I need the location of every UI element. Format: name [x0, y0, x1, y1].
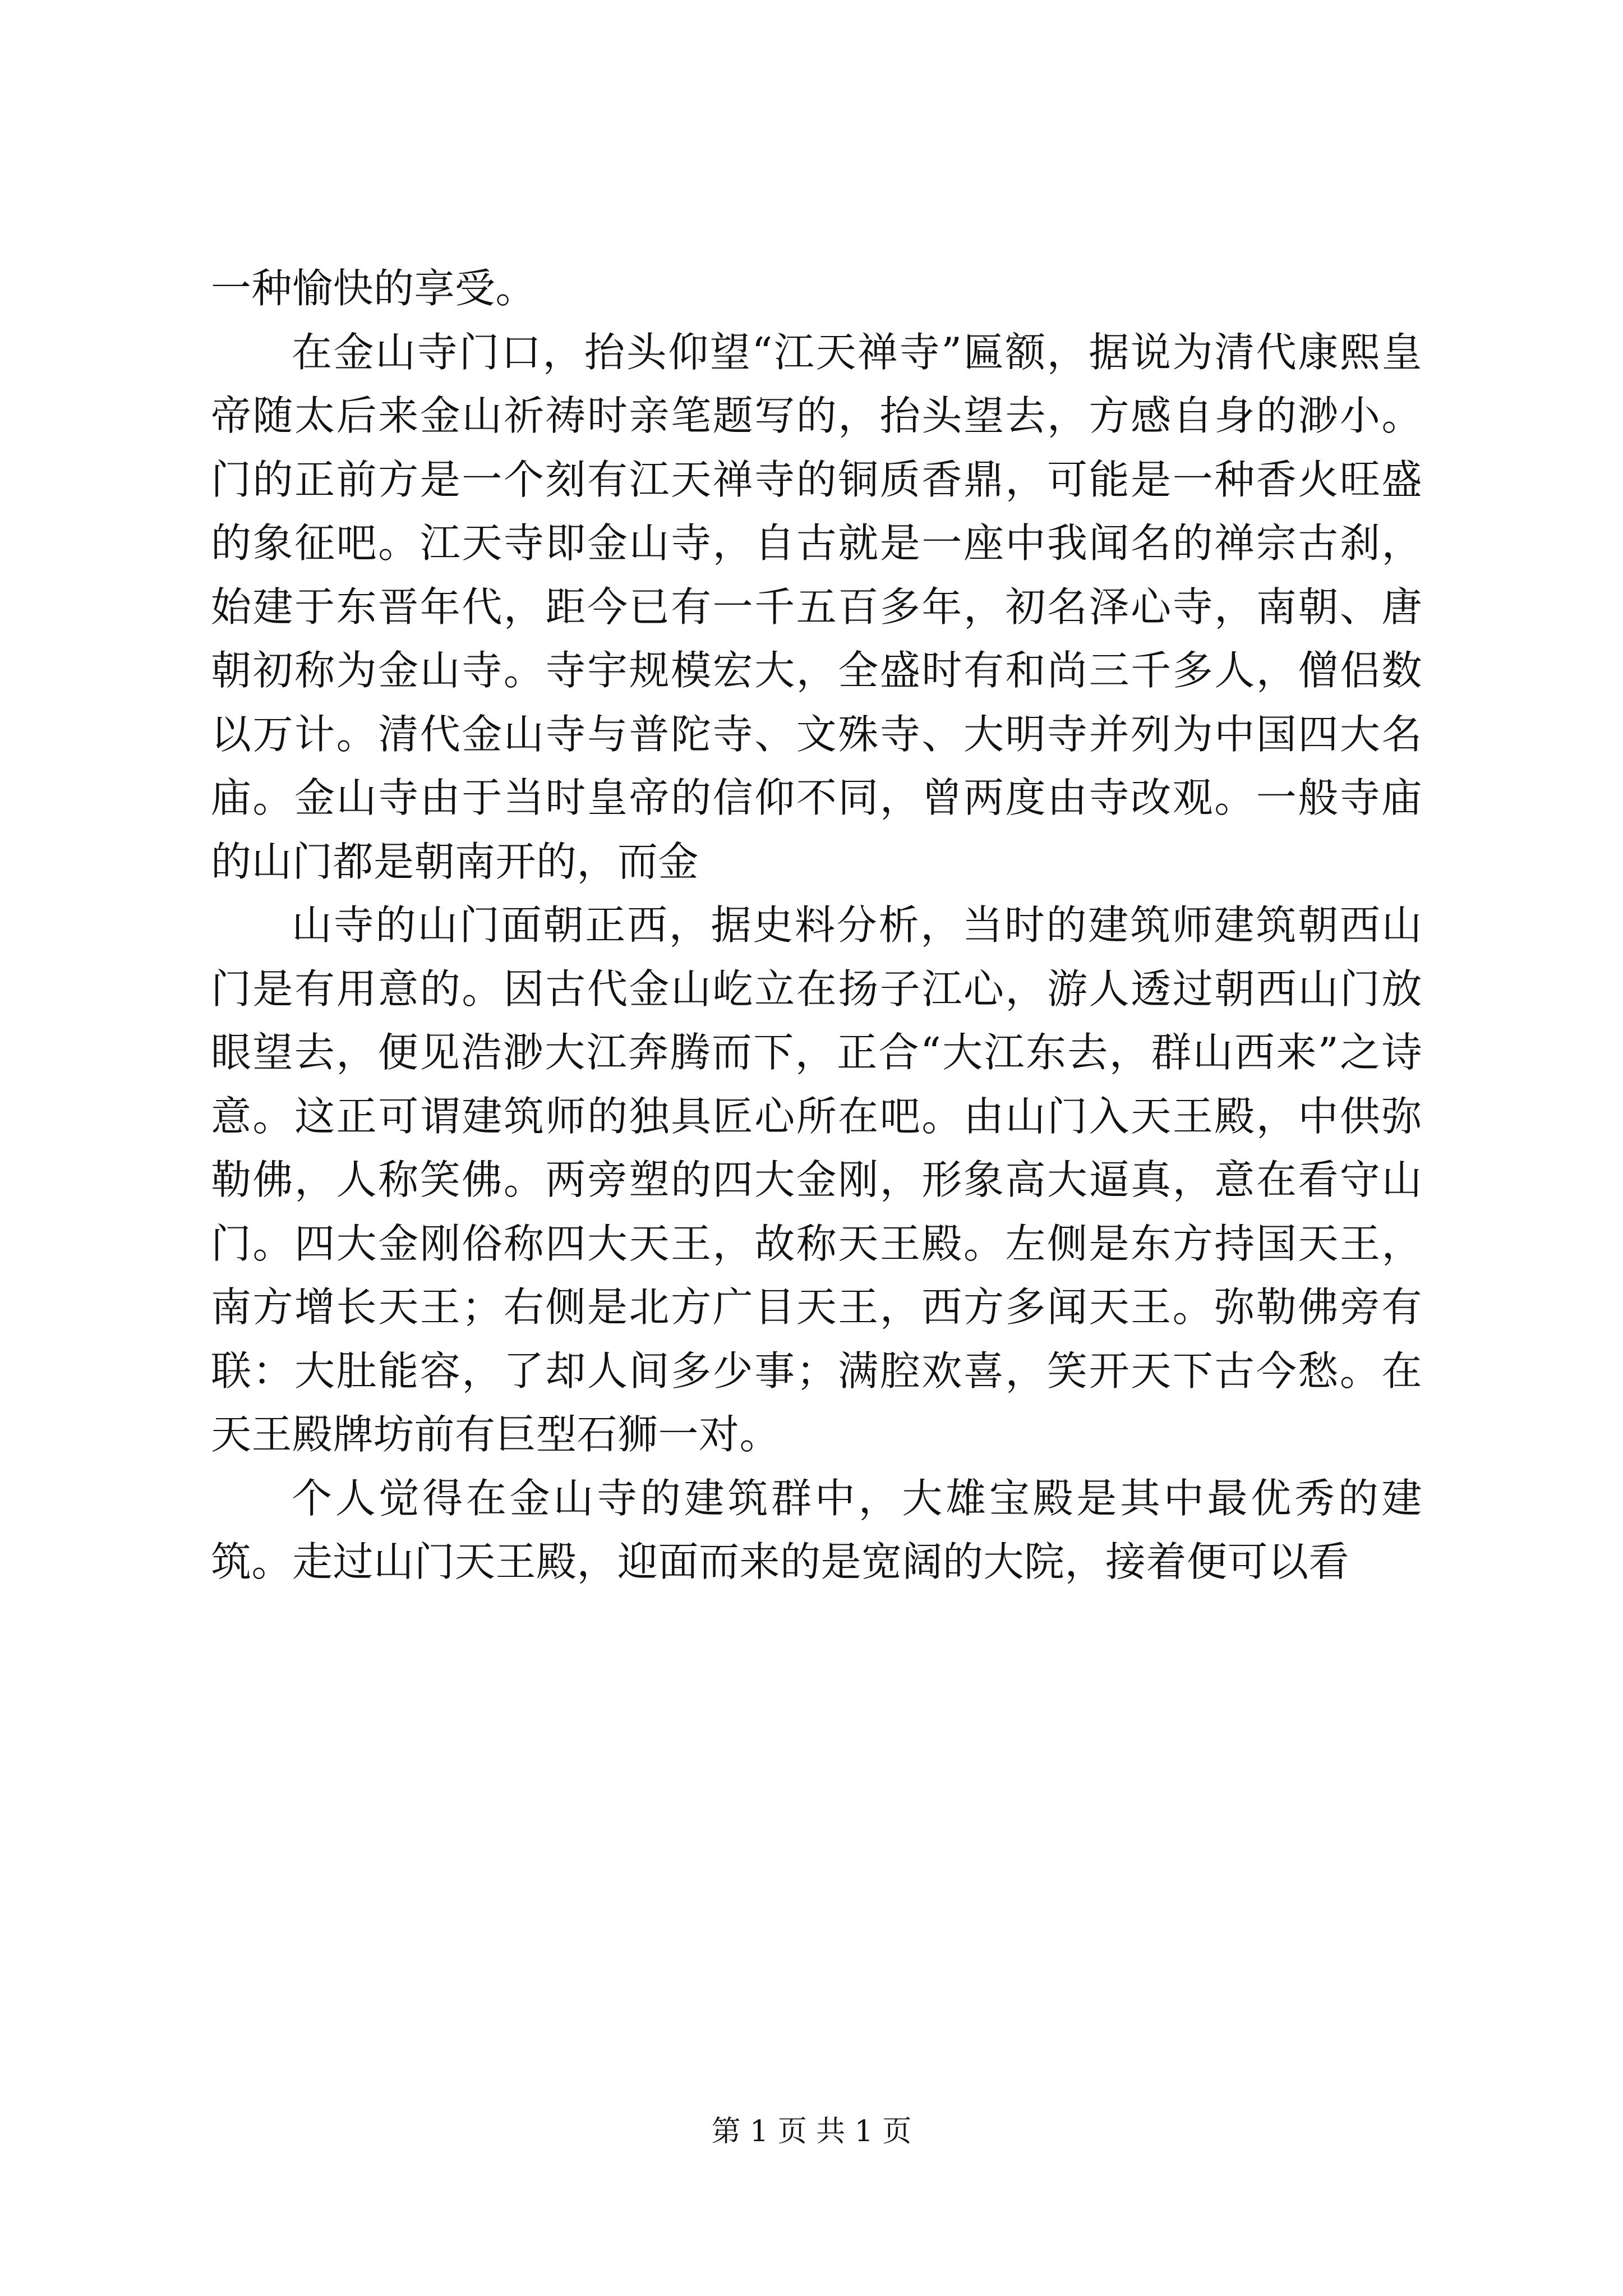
paragraph-2: 在金山寺门口，抬头仰望“江天禅寺”匾额，据说为清代康熙皇帝随太后来金山祈祷时亲笔题写的，抬头望去，方感自身的渺小。门的正前方是一个刻有江天禅寺的铜质香鼎，可能是一种香火旺盛的象征吧。江天寺即金山寺，自古就是一座中我闻名的禅宗古刹，始建于东晋年代，距今已有一千五百多年，初名泽心寺，南朝、唐朝初称为金山寺。寺宇规模宏大，全盛时有和尚三千多人，僧侣数以万计。清代金山寺与普陀寺、文殊寺、大明寺并列为中国四大名庙。金山寺由于当时皇帝的信仰不同，曾两度由寺改观。一般寺庙的山门都是朝南开的，而金	[211, 328, 1422, 885]
paragraph-3: 山寺的山门面朝正西，据史料分析，当时的建筑师建筑朝西山门是有用意的。因古代金山屹立在扬子江心，游人透过朝西山门放眼望去，便见浩渺大江奔腾而下，正合“大江东去，群山西来”之诗意。这正可谓建筑师的独具匠心所在吧。由山门入天王殿，中供弥勒佛，人称笑佛。两旁塑的四大金刚，形象高大逼真，意在看守山门。四大金刚俗称四大天王，故称天王殿。左侧是东方持国天王，南方增长天王；右侧是北方广目天王，西方多闻天王。弥勒佛旁有联：大肚能容，了却人间多少事；满腔欢喜，笑开天下古今愁。在天王殿牌坊前有巨型石狮一对。	[211, 901, 1422, 1458]
paragraph-1: 一种愉快的享受。	[211, 265, 537, 312]
document-body	[211, 257, 1422, 1594]
page-footer: 第 1 页 共 1 页	[711, 2115, 912, 2148]
paragraph-4: 个人觉得在金山寺的建筑群中，大雄宝殿是其中最优秀的建筑。走过山门天王殿，迎面而来的是宽阔的大院，接着便可以看	[211, 1474, 1422, 1585]
